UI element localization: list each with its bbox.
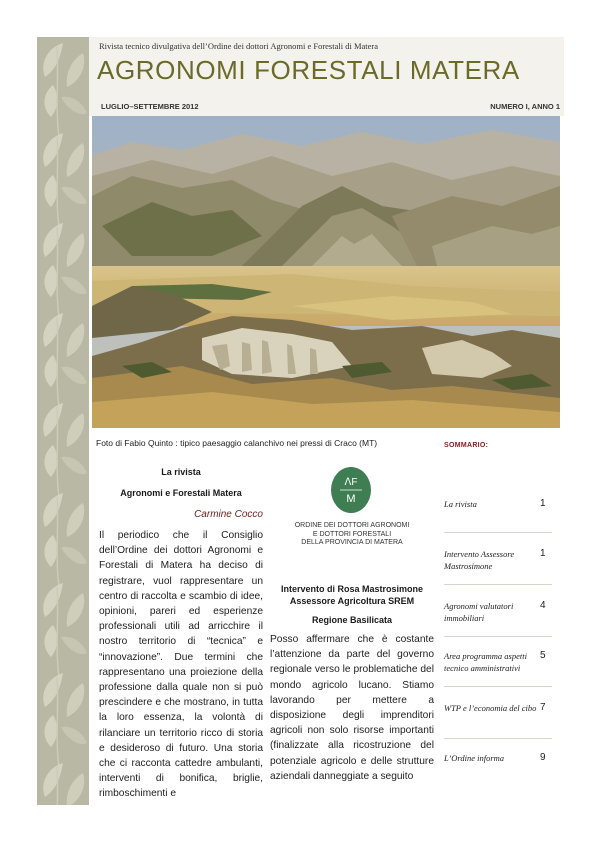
toc-divider [444,532,552,533]
toc-divider [444,686,552,687]
decorative-sidebar [37,37,89,805]
article-body: Il periodico che il Consiglio dell’Ordine dei dottori Agronomi e Forestali di Matera ha deciso di registrare, vuol rappresentare un centro di raccolta e scambio di idee, opinioni, pareri ed esperienze professionali utili ad arricchire il nostro territorio di “tecnica” e “innovazione”. Due termini che rappresentano una proiezione della professione dalla quale non si può prescindere e che mostrano, in tutta la loro essenza, la volontà di rilanciare un territorio ricco di storia e desideroso di futuro. Una storia che ci racconta cattedre ambulanti, interventi di bonifica, briglie, rimboschimenti e [99,530,263,800]
toc-item[interactable] [444,498,574,510]
toc-item-title: Agronomi valutatori immobiliari [444,601,514,623]
toc-item-page: 7 [540,702,546,713]
article-intervento [270,583,434,784]
article-author: Carmine Cocco [194,509,263,520]
toc-item-page: 9 [540,752,546,763]
article-subheading: Agronomi e Forestali Matera [120,488,242,498]
toc-item[interactable] [444,702,574,714]
toc-item-title: Area programma aspetti tecnico amministrativi [444,651,527,673]
journal-title: AGRONOMI FORESTALI MATERA [97,55,520,85]
toc-item-page: 1 [540,498,546,509]
logo-line: ORDINE DEI DOTTORI AGRONOMI [294,522,410,529]
article-subheading: Assessore Agricoltura SREM [289,596,415,606]
toc-divider [444,584,552,585]
summary-heading: SOMMARIO: [444,442,489,449]
masthead-tagline: Rivista tecnico divulgativa dell’Ordine dei dottori Agronomi e Forestali di Matera [99,41,379,51]
article-heading: Intervento di Rosa Mastrosimone [280,584,424,594]
order-logo-caption [282,522,422,548]
order-logo [330,466,372,514]
toc-item-title: La rivista [444,499,477,509]
toc-item[interactable] [444,650,574,674]
toc-item[interactable] [444,548,574,572]
article-la-rivista [99,467,263,802]
toc-item-page: 4 [540,600,546,611]
leaf-pattern-icon [37,37,89,805]
issue-number: NUMERO I, ANNO 1 [490,102,560,111]
article-body: Posso affermare che è costante l’attenzione da parte del governo regionale verso le problematiche del mondo agricolo lucano. Stiamo lavorando per mettere a disposizione degli imprenditori agricoli non solo risorse importanti (finalizzate alla ricostruzione del potenziale agricolo e delle strutture aziendali danneggiate a seguito [270,634,434,782]
toc-item-page: 5 [540,650,546,661]
toc-divider [444,738,552,739]
article-heading: La rivista [161,467,201,477]
article-subheading: Regione Basilicata [311,615,393,625]
toc-divider [444,636,552,637]
toc-item[interactable] [444,600,574,624]
photo-caption: Foto di Fabio Quinto : tipico paesaggio calanchivo nei pressi di Craco (MT) [96,438,378,448]
toc-item-title: L’Ordine informa [444,753,505,763]
toc-item-title: Intervento Assessore Mastrosimone [444,549,515,571]
toc-item-page: 1 [540,548,546,559]
logo-letters-top: ᐱF [344,477,358,488]
cover-photo [92,116,560,428]
logo-line: DELLA PROVINCIA DI MATERA [301,539,403,546]
logo-line: E DOTTORI FORESTALI [312,530,392,538]
toc-item-title: WTP e l’economia del cibo [444,703,537,713]
logo-letter-m: M [346,493,356,505]
toc-item[interactable] [444,752,574,764]
issue-date: LUGLIO–SETTEMBRE 2012 [101,102,199,111]
